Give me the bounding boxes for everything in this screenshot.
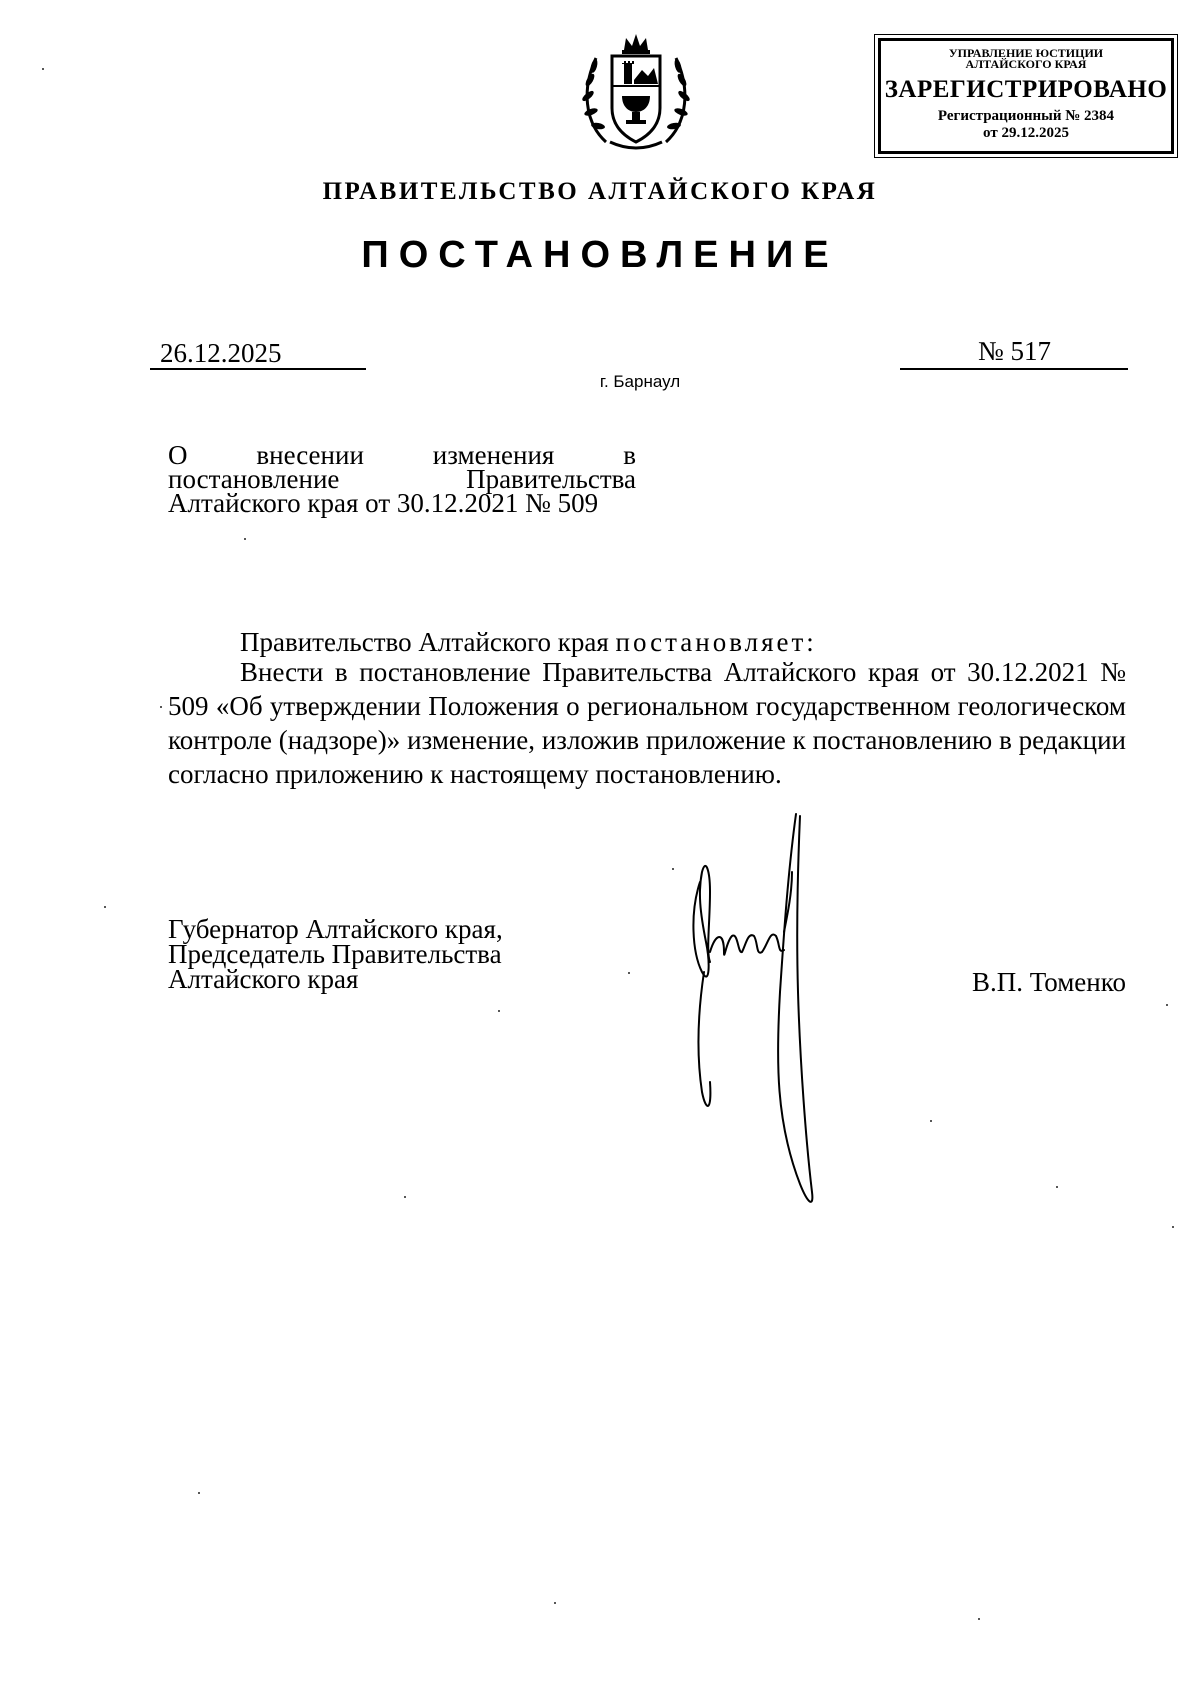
document-subject xyxy=(168,440,636,518)
scan-speck xyxy=(628,972,630,974)
stamp-line-2: АЛТАЙСКОГО КРАЯ xyxy=(965,57,1087,71)
stamp-status: ЗАРЕГИСТРИРОВАНО xyxy=(884,76,1168,103)
resolution-text: Внести в постановление Правительства Алтайского края от 30.12.2021 № 509 «Об утверждении Положения о региональном государственном геологическом контроле (надзоре)» изменение, изложив приложение к постановлению в редакции согласно приложению к настоящему постановлению. xyxy=(168,657,1126,789)
signatory-title xyxy=(168,914,503,994)
stamp-reg-number: Регистрационный № 2384 xyxy=(937,108,1115,124)
subject-word: внесении xyxy=(256,440,364,470)
number-underline xyxy=(900,368,1128,370)
stamp-line-1: УПРАВЛЕНИЕ ЮСТИЦИИ xyxy=(948,46,1104,60)
scan-speck xyxy=(498,1010,500,1012)
scan-speck xyxy=(672,868,674,870)
authority-title: ПРАВИТЕЛЬСТВО АЛТАЙСКОГО КРАЯ xyxy=(322,178,878,205)
scan-speck xyxy=(1166,1004,1168,1006)
subject-word: О xyxy=(168,440,188,470)
subject-word: постановление xyxy=(168,464,340,494)
scan-speck xyxy=(104,906,106,908)
preamble-verb: постановляет: xyxy=(615,627,817,657)
registration-stamp xyxy=(878,38,1174,154)
signatory-name: В.П. Томенко xyxy=(972,967,1126,997)
handwritten-signature-icon xyxy=(680,812,860,1212)
scan-speck xyxy=(930,1120,932,1122)
scan-speck xyxy=(1172,1226,1174,1228)
date-underline xyxy=(150,368,366,370)
signatory-line-1: Губернатор Алтайского края, xyxy=(168,914,503,944)
document-number: № 517 xyxy=(978,336,1052,366)
resolution-preamble xyxy=(240,627,817,658)
scan-speck xyxy=(978,1618,980,1620)
scan-speck xyxy=(1056,1186,1058,1188)
city: г. Барнаул xyxy=(599,372,681,391)
subject-line-3: Алтайского края от 30.12.2021 № 509 xyxy=(168,488,599,518)
subject-word: изменения xyxy=(432,440,555,470)
subject-word: Правительства xyxy=(466,464,636,494)
scan-speck xyxy=(160,706,162,708)
coat-of-arms-emblem-icon xyxy=(576,30,696,154)
document-type: ПОСТАНОВЛЕНИЕ xyxy=(361,234,839,276)
scan-speck xyxy=(244,538,246,540)
document-date: 26.12.2025 xyxy=(160,338,282,368)
signatory-line-3: Алтайского края xyxy=(168,964,359,994)
signatory-line-2: Председатель Правительства xyxy=(168,939,502,969)
subject-word: в xyxy=(623,440,636,470)
stamp-reg-date: от 29.12.2025 xyxy=(983,125,1069,141)
scan-speck xyxy=(404,1196,406,1198)
scan-speck xyxy=(42,68,44,70)
scan-speck xyxy=(554,1602,556,1604)
preamble-subject: Правительство Алтайского края xyxy=(240,627,609,657)
scan-speck xyxy=(198,1492,200,1494)
